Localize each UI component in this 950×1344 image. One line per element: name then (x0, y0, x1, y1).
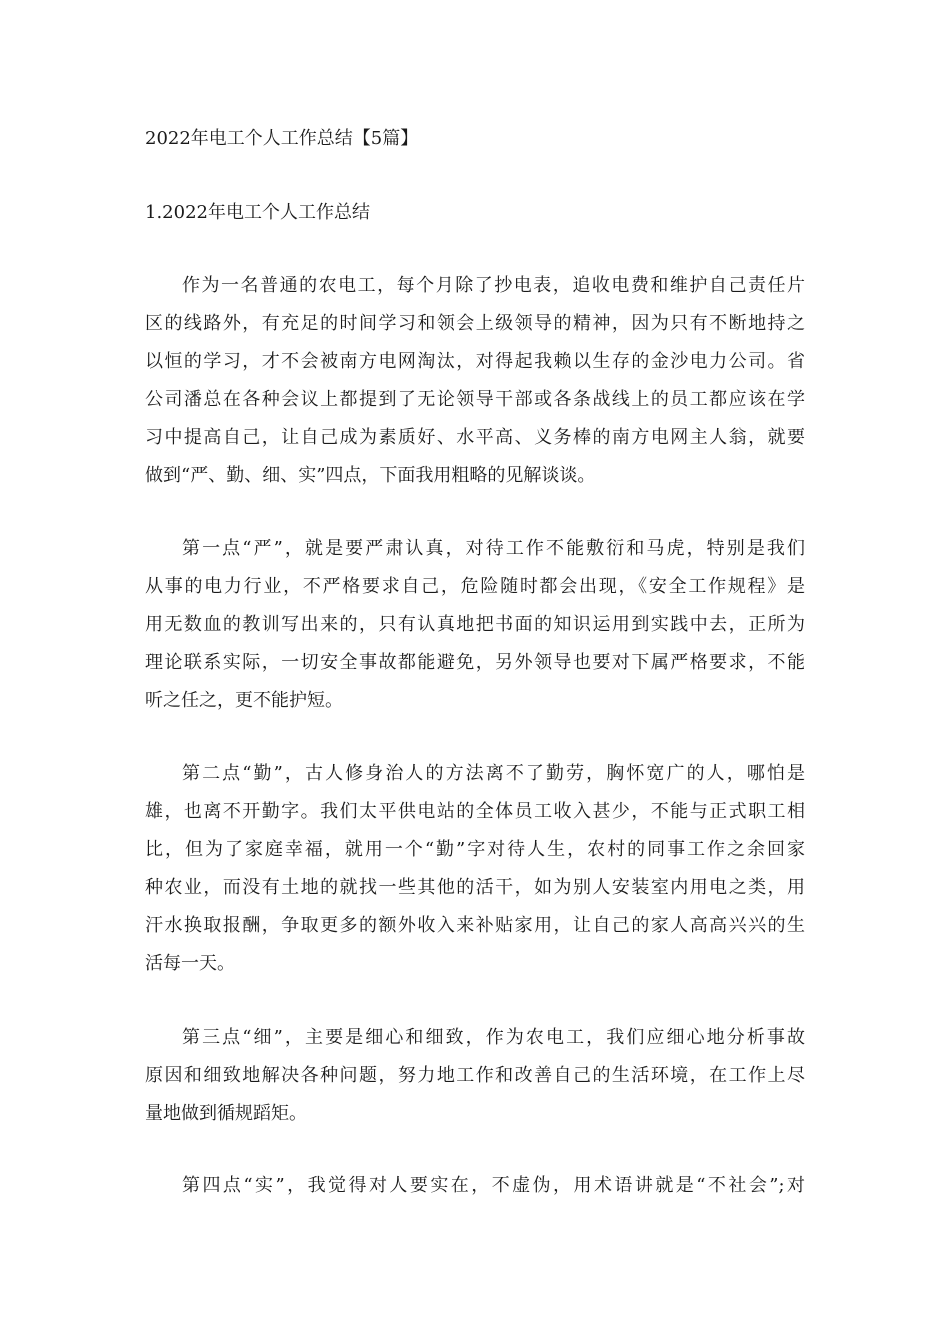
paragraph-line: 第四点“实”，我觉得对人要实在，不虚伪，用术语讲就是“不社会”;对 (182, 1175, 805, 1196)
paragraph-line: 理论联系实际，一切安全事故都能避免，另外领导也要对下属严格要求，不能 (145, 652, 805, 673)
paragraph-line: 原因和细致地解决各种问题，努力地工作和改善自己的生活环境，在工作上尽 (145, 1065, 805, 1086)
paragraph-line: 汗水换取报酬，争取更多的额外收入来补贴家用，让自己的家人高高兴兴的生 (145, 915, 805, 936)
paragraph-line: 量地做到循规蹈矩。 (145, 1103, 307, 1124)
paragraph-line: 第三点“细”，主要是细心和细致，作为农电工，我们应细心地分析事故 (182, 1027, 805, 1048)
paragraph-line: 第二点“勤”，古人修身治人的方法离不了勤劳，胸怀宽广的人，哪怕是 (182, 763, 805, 784)
document-title: 2022年电工个人工作总结【5篇】 (145, 128, 419, 149)
paragraph-line: 作为一名普通的农电工，每个月除了抄电表，追收电费和维护自己责任片 (182, 275, 805, 296)
paragraph-line: 听之任之，更不能护短。 (145, 690, 343, 711)
paragraph-line: 以恒的学习，才不会被南方电网淘汰，对得起我赖以生存的金沙电力公司。省 (145, 351, 805, 372)
paragraph-line: 从事的电力行业，不严格要求自己，危险随时都会出现，《安全工作规程》是 (145, 576, 805, 597)
paragraph-line: 公司潘总在各种会议上都提到了无论领导干部或各条战线上的员工都应该在学 (145, 389, 805, 410)
section-heading: 1.2022年电工个人工作总结 (145, 202, 370, 223)
paragraph-line: 习中提高自己，让自己成为素质好、水平高、义务棒的南方电网主人翁，就要 (145, 427, 805, 448)
paragraph-line: 活每一天。 (145, 953, 235, 974)
paragraph-line: 比，但为了家庭幸福，就用一个“勤”字对待人生，农村的同事工作之余回家 (145, 839, 805, 860)
paragraph-line: 用无数血的教训写出来的，只有认真地把书面的知识运用到实践中去，正所为 (145, 614, 805, 635)
paragraph-line: 第一点“严”，就是要严肃认真，对待工作不能敷衍和马虎，特别是我们 (182, 538, 805, 559)
paragraph-line: 雄，也离不开勤字。我们太平供电站的全体员工收入甚少，不能与正式职工相 (145, 801, 805, 822)
paragraph-line: 区的线路外，有充足的时间学习和领会上级领导的精神，因为只有不断地持之 (145, 313, 805, 334)
paragraph-line: 做到“严、勤、细、实”四点，下面我用粗略的见解谈谈。 (145, 465, 596, 486)
paragraph-line: 种农业，而没有土地的就找一些其他的活干，如为别人安装室内用电之类，用 (145, 877, 805, 898)
